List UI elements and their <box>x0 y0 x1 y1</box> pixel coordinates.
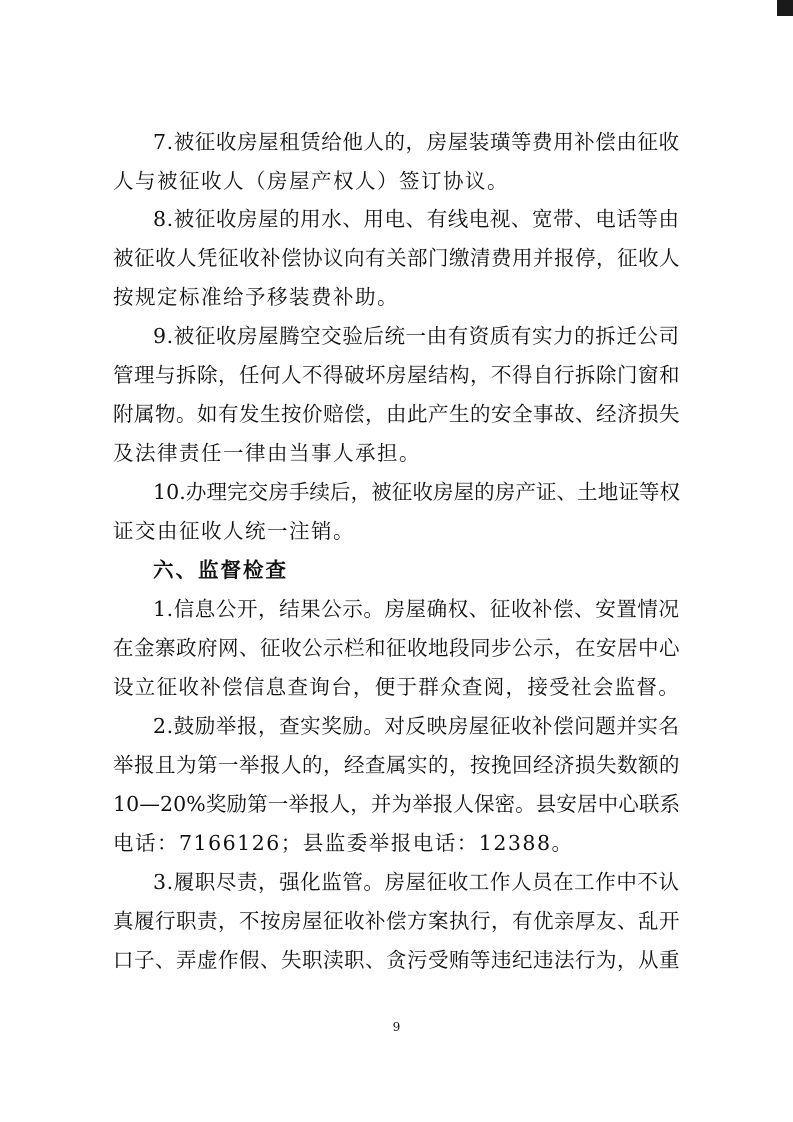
section-heading: 六、监督检查 <box>153 558 288 582</box>
clause-7-line-2: 人与被征收人（房屋产权人）签订协议。 <box>113 169 509 193</box>
page-number: 9 <box>392 1020 401 1034</box>
clause-7-line-1: 7.被征收房屋租赁给他人的，房屋装璜等费用补偿由征收 <box>153 130 680 154</box>
supervision-2-line-2: 举报且为第一举报人的，经查属实的，按挽回经济损失数额的 <box>113 753 680 777</box>
scan-corner-mark <box>777 0 793 16</box>
supervision-1-line-2: 在金寨政府网、征收公示栏和征收地段同步公示，在安居中心 <box>113 636 680 660</box>
clause-9-line-3: 附属物。如有发生按价赔偿，由此产生的安全事故、经济损失 <box>113 402 680 426</box>
clause-9-line-2: 管理与拆除，任何人不得破坏房屋结构，不得自行拆除门窗和 <box>113 363 680 387</box>
clause-10-line-2: 证交由征收人统一注销。 <box>113 519 355 543</box>
supervision-3-line-3: 口子、弄虚作假、失职渎职、贪污受贿等违纪违法行为，从重 <box>113 948 680 972</box>
supervision-3-line-1: 3.履职尽责，强化监管。房屋征收工作人员在工作中不认 <box>153 870 680 894</box>
clause-8-line-1: 8.被征收房屋的用水、用电、有线电视、宽带、电话等由 <box>153 207 680 231</box>
supervision-3-line-2: 真履行职责，不按房屋征收补偿方案执行，有优亲厚友、乱开 <box>113 909 680 933</box>
clause-9-line-4: 及法律责任一律由当事人承担。 <box>113 441 421 465</box>
clause-8-line-3: 按规定标准给予移装费补助。 <box>113 285 399 309</box>
supervision-1-line-1: 1.信息公开，结果公示。房屋确权、征收补偿、安置情况 <box>153 597 680 621</box>
clause-8-line-2: 被征收人凭征收补偿协议向有关部门缴清费用并报停，征收人 <box>113 246 680 270</box>
supervision-2-line-1: 2.鼓励举报，查实奖励。对反映房屋征收补偿问题并实名 <box>153 714 680 738</box>
supervision-1-line-3: 设立征收补偿信息查询台，便于群众查阅，接受社会监督。 <box>113 675 680 699</box>
supervision-2-line-4: 电话：7166126；县监委举报电话：12388。 <box>113 831 574 855</box>
clause-9-line-1: 9.被征收房屋腾空交验后统一由有资质有实力的拆迁公司 <box>153 324 680 348</box>
supervision-2-line-3: 10—20%奖励第一举报人，并为举报人保密。县安居中心联系 <box>113 792 681 816</box>
clause-10-line-1: 10.办理完交房手续后，被征收房屋的房产证、土地证等权 <box>153 480 681 504</box>
